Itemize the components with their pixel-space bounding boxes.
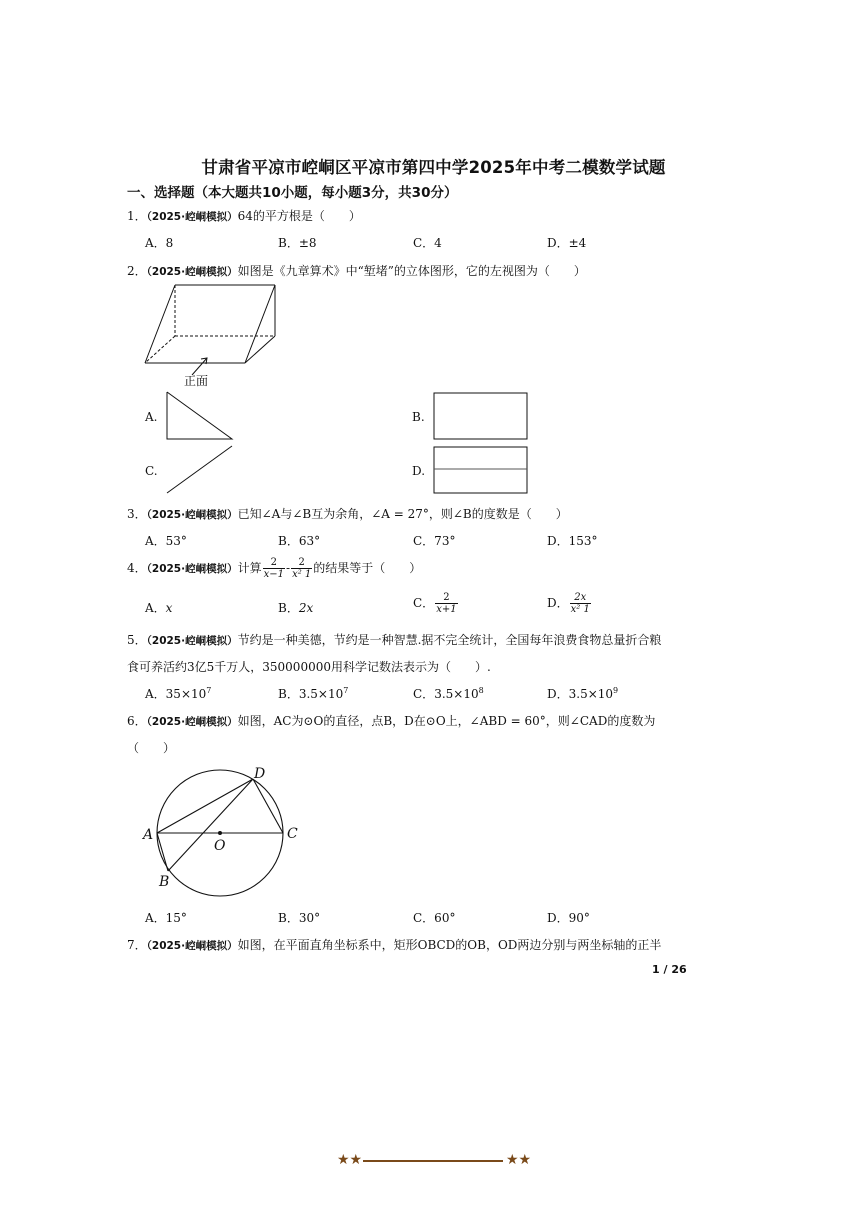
page-number: 1 / 26 (652, 963, 687, 976)
question-number: 4． (127, 561, 147, 575)
q6-option-c: C．60° (413, 911, 456, 925)
q4-option-a: A．x (145, 601, 173, 615)
label-d: D (254, 766, 266, 782)
question-number: 5． (127, 633, 147, 647)
source-tag: （2025·崆峒模拟） (146, 635, 238, 647)
q2-option-d-label: D. (412, 464, 426, 478)
question-2 (127, 262, 586, 279)
fraction-2: $\frac{2}{\text{x² 1}}$ (292, 557, 312, 580)
question-7 (127, 936, 661, 953)
q5-option-d: D．$3.5\times 10^9$ (547, 686, 619, 701)
prism-figure (140, 280, 285, 390)
q6-option-d: D．90° (547, 911, 590, 925)
question-number: 7． (127, 938, 147, 952)
question-text-end: 的结果等于（ ） (313, 561, 422, 575)
question-text: 如图是《九章算术》中“堑堵”的立体图形，它的左视图为（ ） (237, 264, 586, 278)
question-1 (127, 207, 361, 224)
q5-option-a: A．$35\times 10^7$ (145, 686, 212, 701)
circle-figure (140, 760, 310, 895)
question-6 (127, 712, 655, 729)
question-text: 计算 (237, 561, 262, 575)
question-3 (127, 505, 568, 522)
question-5 (127, 631, 661, 648)
label-a: A (143, 827, 154, 843)
q1-option-c: C．4 (413, 236, 442, 250)
question-4 (127, 557, 421, 580)
label-o: O (214, 838, 226, 854)
q2-option-c-label: C. (145, 464, 158, 478)
question-text: 如图，在平面直角坐标系中，矩形OBCD的OB，OD两边分别与两坐标轴的正半 (237, 938, 662, 952)
exam-title: 甘肃省平凉市崆峒区平凉市第四中学2025年中考二模数学试题 (201, 158, 666, 177)
question-text: 已知∠A与∠B互为余角，∠A = 27°，则∠B的度数是（ ） (237, 507, 568, 521)
question-number: 3． (127, 507, 147, 521)
question-number: 6． (127, 714, 147, 728)
minus-sign: - (286, 561, 291, 575)
section-heading: 一、选择题（本大题共10小题，每小题3分，共30分） (127, 185, 458, 201)
q4-option-d: D． $\frac{2x}{\text{x² 1}}$ (547, 592, 590, 615)
q6-option-b: B．30° (278, 911, 321, 925)
q1-option-d: D．±4 (547, 236, 587, 250)
q3-option-c: C．73° (413, 534, 456, 548)
q2-option-d-figure[interactable] (432, 445, 530, 495)
front-label: 正面 (184, 374, 209, 388)
source-tag: （2025·崆峒模拟） (146, 266, 238, 278)
source-tag: （2025·崆峒模拟） (146, 563, 238, 575)
q3-option-d: D．153° (547, 534, 598, 548)
question-text: 64的平方根是（ ） (237, 209, 361, 223)
question-number: 2． (127, 264, 147, 278)
label-c: C (287, 826, 298, 842)
q5-option-b: B．$3.5\times 10^7$ (278, 686, 349, 701)
q2-option-a-figure[interactable] (165, 390, 235, 442)
question-6-line-2: （ ） (127, 741, 176, 755)
q2-option-b-figure[interactable] (432, 391, 530, 441)
source-tag: （2025·崆峒模拟） (146, 509, 238, 521)
divider (363, 1160, 503, 1162)
q4-option-b: B．2x (278, 601, 314, 615)
q2-option-a-label: A. (145, 410, 158, 424)
q3-option-b: B．63° (278, 534, 321, 548)
star-icon: ★★ (337, 1152, 363, 1168)
q1-option-b: B．±8 (278, 236, 317, 250)
star-icon: ★★ (506, 1152, 532, 1168)
q5-option-c: C．$3.5\times 10^8$ (413, 686, 484, 701)
q4-option-c: C． $\frac{2}{x+1}$ (413, 592, 457, 615)
fraction-1: $\frac{2}{x-1}$ (263, 557, 285, 580)
q1-option-a: A．8 (145, 236, 174, 250)
question-5-line-2: 食可养活约3亿5千万人，350000000用科学记数法表示为（ ）. (127, 660, 491, 674)
q6-option-a: A．15° (145, 911, 187, 925)
q3-option-a: A．53° (145, 534, 187, 548)
q2-option-c-figure[interactable] (165, 444, 235, 496)
label-b: B (159, 874, 170, 890)
question-text: 如图，AC为⊙O的直径，点B，D在⊙O上，∠ABD = 60°，则∠CAD的度数为 (237, 714, 656, 728)
source-tag: （2025·崆峒模拟） (146, 211, 238, 223)
source-tag: （2025·崆峒模拟） (146, 940, 238, 952)
question-text: 节约是一种美德，节约是一种智慧.据不完全统计，全国每年浪费食物总量折合粮 (237, 633, 662, 647)
question-number: 1． (127, 209, 147, 223)
q2-option-b-label: B. (412, 410, 425, 424)
source-tag: （2025·崆峒模拟） (146, 716, 238, 728)
footer-decoration (337, 1152, 532, 1168)
